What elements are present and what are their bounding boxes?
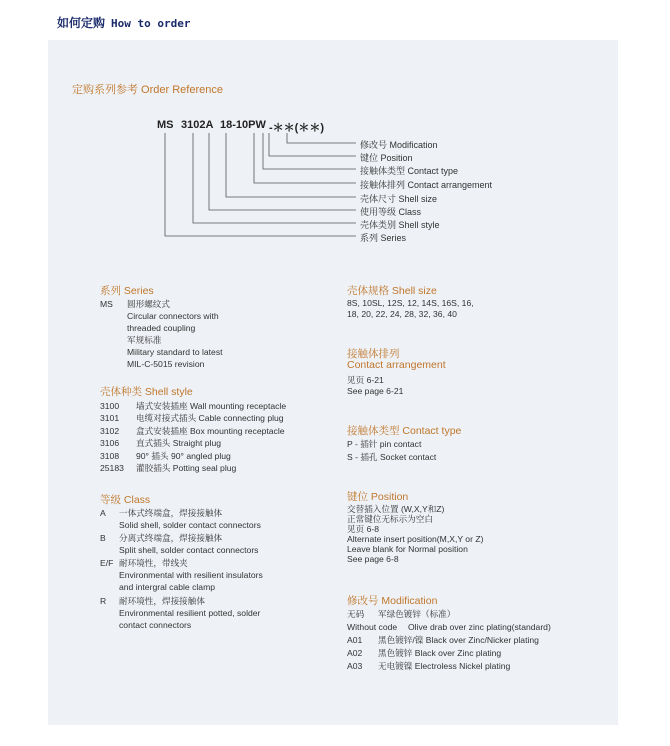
modification-desc: Olive drab over zinc plating(standard) [408,622,551,632]
series-line: 军规标准 [127,335,162,345]
legend-series: 系列 Series [360,233,407,243]
shell-style-key: 3100 [100,401,120,411]
position-title: 键位 Position [347,491,409,503]
header-en: How to order [111,17,191,30]
shell-style-desc: 灌胶插头 Potting seal plug [136,463,237,473]
class-line: 一体式终端盒，焊接接触体 [119,508,223,518]
contact-type-title: 接触体类型 Contact type [347,425,462,437]
modification-key: A02 [347,648,363,658]
class-line: Solid shell, solder contact connectors [119,520,261,530]
class-key: A [100,508,106,518]
position-line: See page 6-8 [347,554,399,564]
shell-size-title: 壳体规格 Shell size [347,285,437,297]
modification-key: A03 [347,661,363,671]
shell-style-desc: 墙式安装插座 Wall mounting receptacle [136,401,287,411]
class-line: and intergral cable clamp [119,582,216,592]
series-line: MIL-C-5015 revision [127,359,205,369]
position-line: 见页 6-8 [347,524,379,534]
class-key: B [100,533,106,543]
contact-arrangement-line: 见页 6-21 [347,375,384,385]
legend-shell-style: 壳体类别 Shell style [360,220,440,230]
shell-size-line: 8S, 10SL, 12S, 12, 14S, 16S, 16, [347,298,474,308]
modification-desc: 军绿色镀锌（标准） [378,609,456,619]
series-line: Military standard to latest [127,347,223,357]
contact-type-line: P - 插针 pin contact [347,439,422,449]
legend-shell-size: 壳体尺寸 Shell size [360,194,438,204]
series-key: MS [100,299,113,309]
header-cn: 如何定购 [57,16,106,30]
code-shell-style-class: 3102A [181,119,214,131]
series-title: 系列 Series [100,285,154,297]
shell-style-desc: 电缆对接式插头 Cable connecting plug [136,413,284,423]
legend-contact-type: 接触体类型 Contact type [360,166,459,176]
contact-arrangement-title-en: Contact arrangement [347,359,446,371]
modification-desc: 黑色镀锌 Black over Zinc plating [378,648,502,658]
shell-style-desc: 90° 插头 90° angled plug [136,451,231,461]
position-line: Leave blank for Normal position [347,544,468,554]
series-line: 圆形螺纹式 [127,299,170,309]
modification-key: A01 [347,635,363,645]
class-line: Split shell, solder contact connectors [119,545,259,555]
modification-key: Without code [347,622,398,632]
class-line: Environmental with resilient insulators [119,570,263,580]
modification-key: 无码 [347,609,365,619]
code-modification: -＊＊(＊＊) [269,122,324,134]
code-size-arrangement: 18-10PW [220,119,266,131]
position-line: 交替插入位置 (W,X,Y和Z) [347,504,445,514]
shell-style-desc: 盒式安装插座 Box mounting receptacle [136,426,285,436]
shell-style-desc: 直式插头 Straight plug [136,438,222,448]
class-line: 耐环境性，焊接接触体 [119,596,205,606]
series-line: Circular connectors with [127,311,219,321]
shell-style-key: 3102 [100,426,120,436]
shell-style-title: 壳体种类 Shell style [100,386,193,398]
series-line: threaded coupling [127,323,196,333]
legend-position: 键位 Position [360,153,413,163]
position-line: Alternate insert position(M,X,Y or Z) [347,534,484,544]
shell-style-key: 3101 [100,413,120,423]
code-series: MS [157,119,174,131]
order-reference-title: 定购系列参考 Order Reference [72,84,223,96]
class-line: Environmental resilient potted, solder [119,608,261,618]
contact-arrangement-line: See page 6-21 [347,386,404,396]
shell-style-key: 3108 [100,451,120,461]
modification-title: 修改号 Modification [347,595,438,607]
legend-contact-arrangement: 接触体排列 Contact arrangement [360,180,493,190]
legend-modification: 修改号 Modification [360,140,438,150]
shell-size-line: 18, 20, 22, 24, 28, 32, 36, 40 [347,309,457,319]
shell-style-key: 25183 [100,463,124,473]
legend-class: 使用等级 Class [360,207,422,217]
class-line: 耐环境性，带线夹 [119,558,188,568]
contact-arrangement-title-cn: 接触体排列 [347,348,400,360]
contact-type-line: S - 插孔 Socket contact [347,452,437,462]
class-key: R [100,596,107,606]
class-title: 等级 Class [100,494,151,506]
class-key: E/F [100,558,114,568]
modification-desc: 无电镀镍 Electroless Nickel plating [378,661,511,671]
shell-style-key: 3106 [100,438,120,448]
position-line: 正常键位无标示为空白 [347,514,433,524]
modification-desc: 黑色镀锌/镍 Black over Zinc/Nicker plating [378,635,539,645]
class-line: contact connectors [119,620,192,630]
class-line: 分离式终端盒，焊接接触体 [119,533,223,543]
